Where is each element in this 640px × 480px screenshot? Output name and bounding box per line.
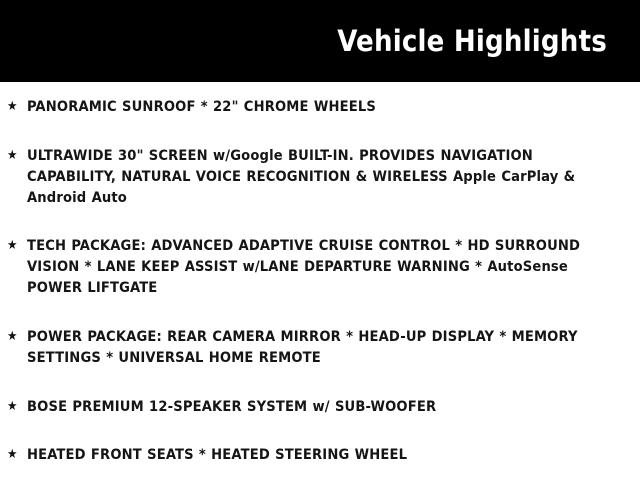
highlight-text: HEATED FRONT SEATS * HEATED STEERING WHEEL — [27, 446, 408, 463]
highlight-text: PANORAMIC SUNROOF * 22" CHROME WHEELS — [27, 98, 376, 115]
highlight-text: POWER PACKAGE: REAR CAMERA MIRROR * HEAD-UP DISPLAY * MEMORY SETTINGS * UNIVERSAL HOME REMOTE — [27, 328, 578, 366]
star-icon: ★ — [7, 238, 18, 253]
highlight-text: ULTRAWIDE 30" SCREEN w/Google BUILT-IN. PROVIDES NAVIGATION CAPABILITY, NATURAL VOICE RECOGNITION & WIRELESS Apple CarPlay & Android Auto — [27, 147, 576, 206]
star-icon: ★ — [7, 99, 18, 114]
star-icon: ★ — [7, 329, 18, 344]
highlight-text: BOSE PREMIUM 12-SPEAKER SYSTEM w/ SUB-WOOFER — [27, 398, 437, 415]
star-icon: ★ — [7, 148, 18, 163]
star-icon: ★ — [7, 447, 18, 462]
page-title: Vehicle Highlights — [337, 24, 607, 58]
star-icon: ★ — [7, 399, 18, 414]
highlight-text: TECH PACKAGE: ADVANCED ADAPTIVE CRUISE CONTROL * HD SURROUND VISION * LANE KEEP ASSIST w/LANE DEPARTURE WARNING * AutoSense POWER LIFTGATE — [27, 237, 581, 296]
